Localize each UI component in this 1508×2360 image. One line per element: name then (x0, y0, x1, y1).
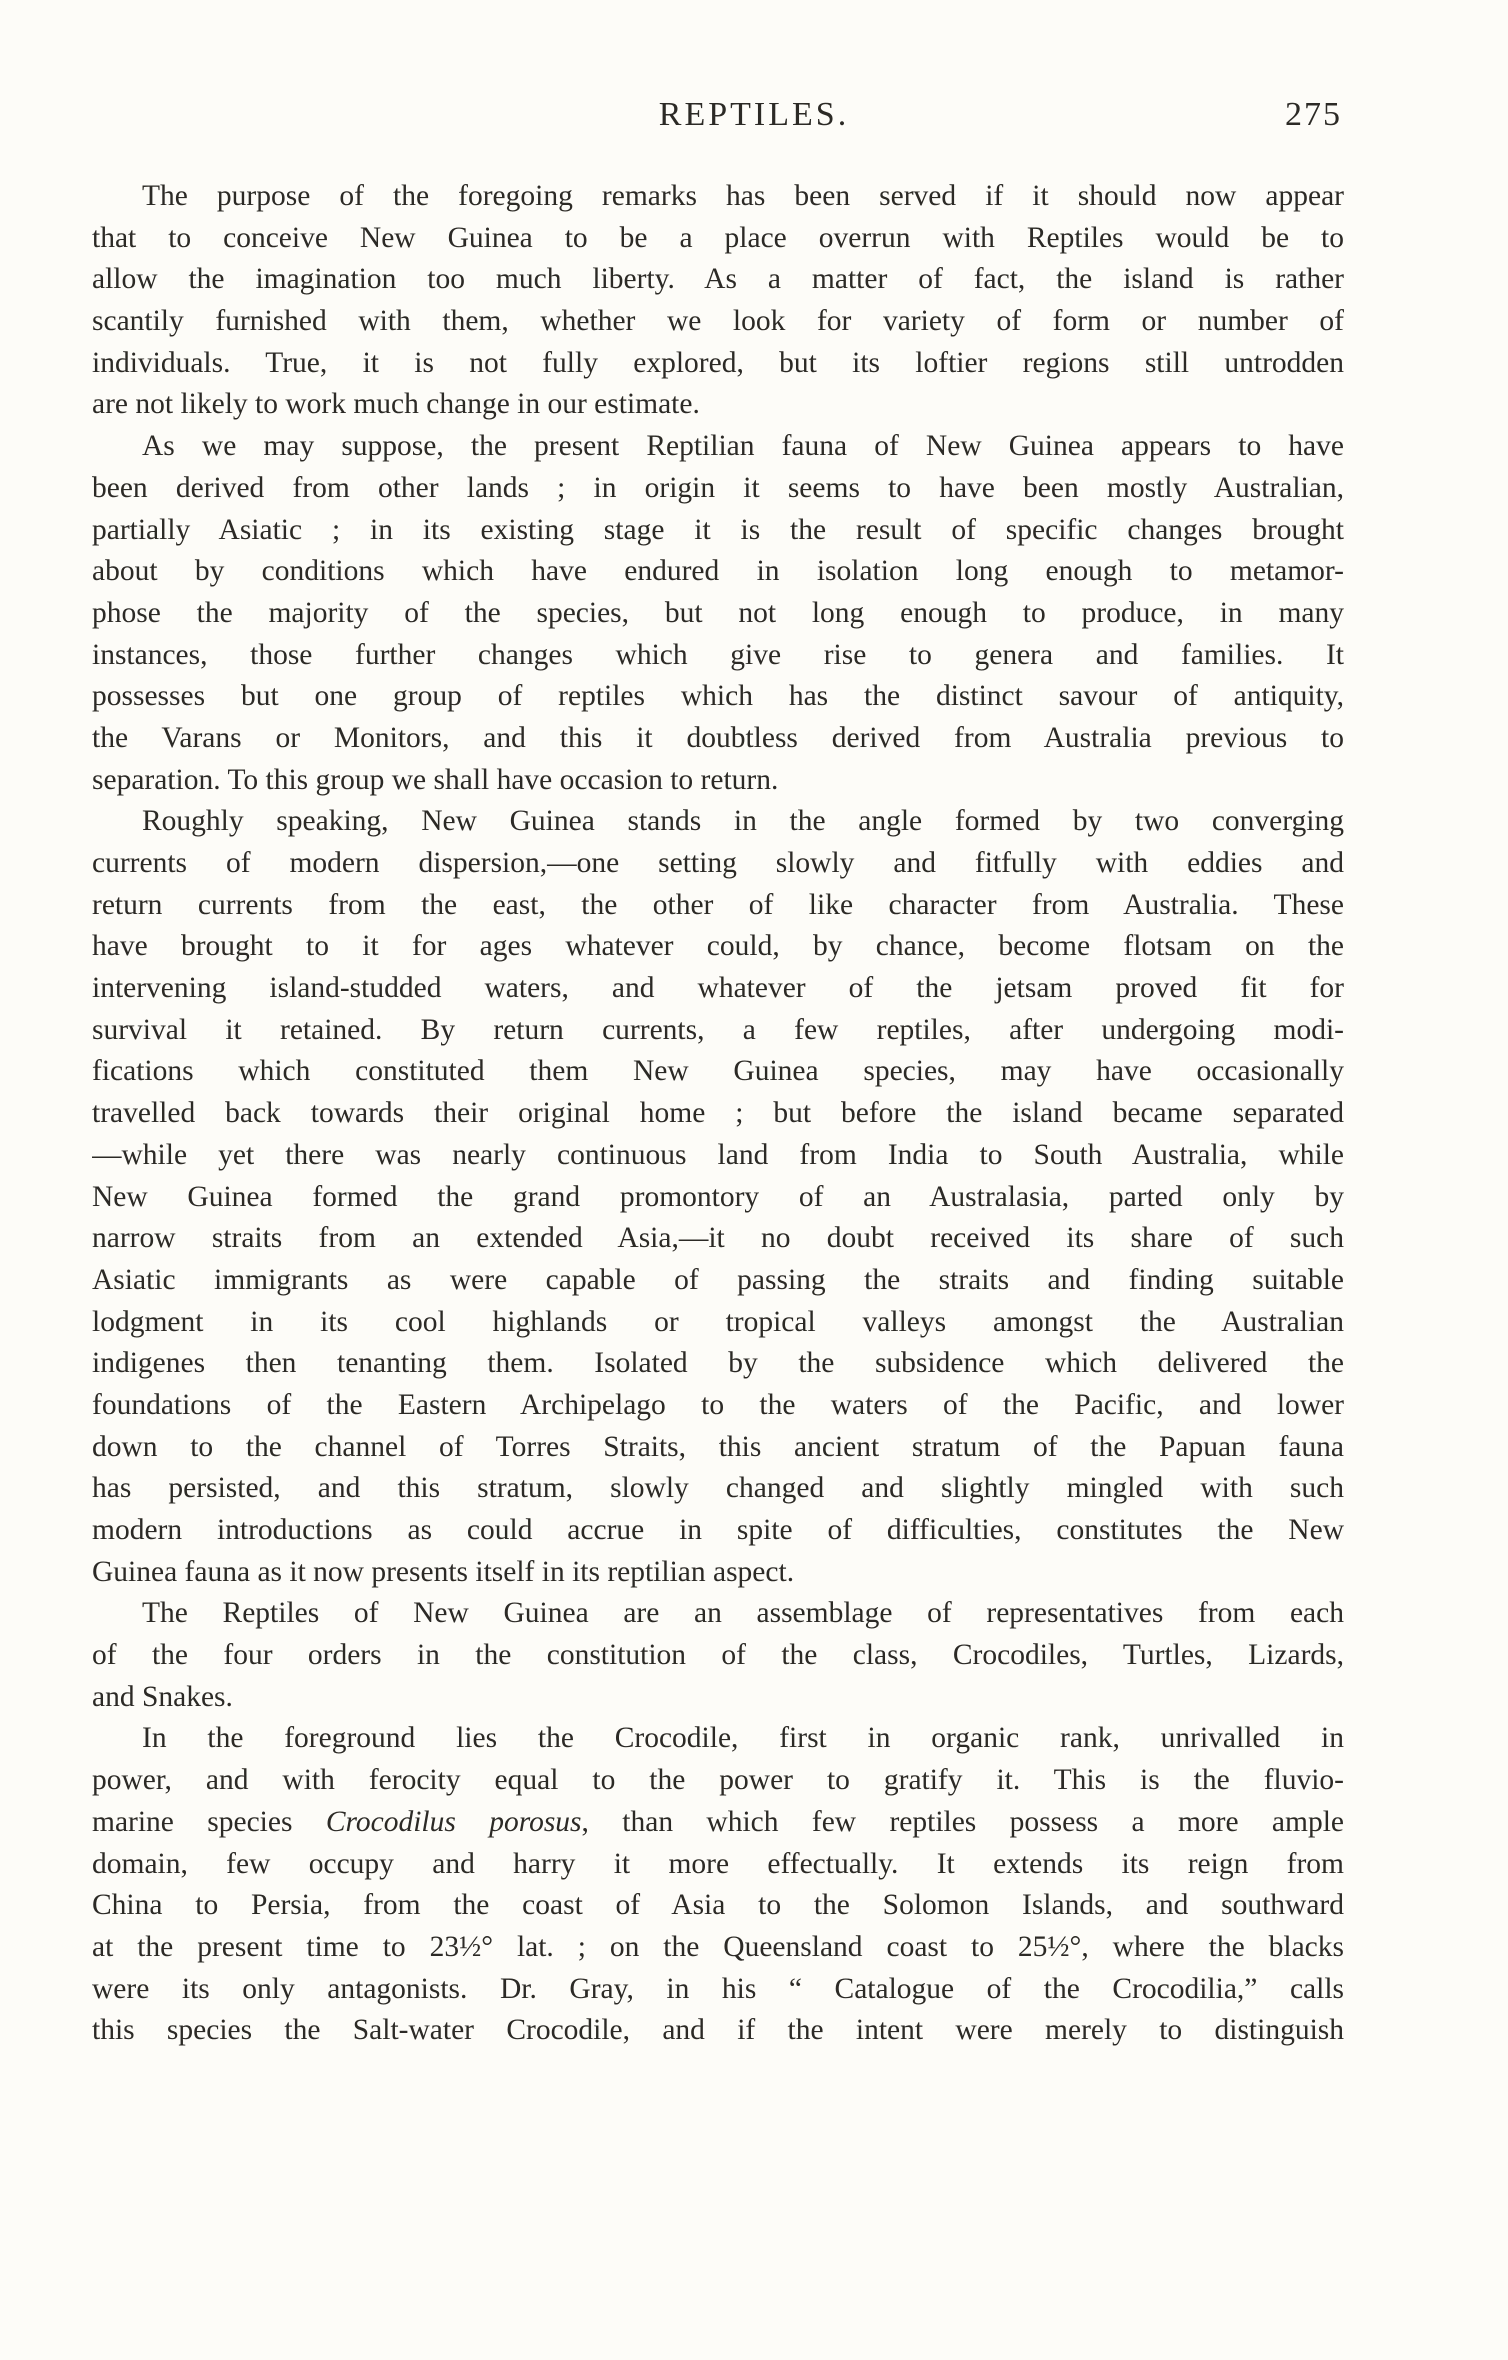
text-line: instances, those further changes which give rise to genera and families. It (92, 638, 1344, 671)
text-line: lodgment in its cool highlands or tropical valleys amongst the Australian (92, 1305, 1344, 1338)
running-title: REPTILES. (658, 96, 850, 133)
text-line: In the foreground lies the Crocodile, first in organic rank, unrivalled in (142, 1722, 1344, 1755)
text-line: been derived from other lands ; in origin it seems to have been mostly Australian, (92, 471, 1344, 504)
text-line: has persisted, and this stratum, slowly changed and slightly mingled with such (92, 1472, 1344, 1505)
text-line: the Varans or Monitors, and this it doubtless derived from Australia previous to (92, 721, 1344, 754)
text-line: are not likely to work much change in our estimate. (92, 388, 700, 421)
text-line: travelled back towards their original home ; but before the island became separated (92, 1097, 1344, 1130)
text-line: —while yet there was nearly continuous land from India to South Australia, while (92, 1138, 1344, 1171)
text-line: The purpose of the foregoing remarks has been served if it should now appear (142, 180, 1344, 212)
text-line: currents of modern dispersion,—one setting slowly and fitfully with eddies and (92, 847, 1344, 879)
text-line: Guinea fauna as it now presents itself in its reptilian aspect. (92, 1555, 795, 1588)
text-line: return currents from the east, the other of like character from Australia. These (92, 888, 1344, 921)
page-number: 275 (1285, 96, 1342, 133)
body-text (92, 176, 1344, 2052)
text-line: indigenes then tenanting them. Isolated by the subsidence which delivered the (92, 1347, 1344, 1380)
text-line: partially Asiatic ; in its existing stage it is the result of specific changes brought (92, 513, 1344, 546)
text-line: and Snakes. (92, 1680, 233, 1713)
text-line: China to Persia, from the coast of Asia to the Solomon Islands, and southward (92, 1889, 1344, 1922)
text-line: allow the imagination too much liberty. As a matter of fact, the island is rather (92, 263, 1344, 296)
text-line: narrow straits from an extended Asia,—it no doubt received its share of such (92, 1222, 1344, 1255)
text-line: Asiatic immigrants as were capable of passing the straits and finding suitable (92, 1263, 1344, 1296)
text-line: New Guinea formed the grand promontory of an Australasia, parted only by (92, 1180, 1344, 1213)
text-line: this species the Salt-water Crocodile, and if the intent were merely to distinguish (92, 2014, 1344, 2047)
text-line: that to conceive New Guinea to be a place overrun with Reptiles would be to (92, 221, 1344, 254)
species-name: Crocodilus porosus (325, 1805, 582, 1838)
text-line: individuals. True, it is not fully explored, but its loftier regions still untrodden (92, 346, 1344, 379)
text-line: modern introductions as could accrue in spite of difficulties, constitutes the New (92, 1514, 1344, 1546)
text-line: intervening island-studded waters, and whatever of the jetsam proved fit for (92, 972, 1344, 1005)
text-line: were its only antagonists. Dr. Gray, in his “ Catalogue of the Crocodilia,” calls (92, 1972, 1344, 2005)
text-line: The Reptiles of New Guinea are an assemblage of representatives from each (142, 1597, 1344, 1630)
text-line: foundations of the Eastern Archipelago to the waters of the Pacific, and lower (92, 1388, 1344, 1421)
text-line: possesses but one group of reptiles which has the distinct savour of antiquity, (92, 680, 1344, 713)
text-line: power, and with ferocity equal to the power to gratify it. This is the fluvio- (92, 1764, 1344, 1797)
text-line: domain, few occupy and harry it more effectually. It extends its reign from (92, 1847, 1344, 1880)
text-line: As we may suppose, the present Reptilian fauna of New Guinea appears to have (142, 430, 1344, 463)
text-line: phose the majority of the species, but not long enough to produce, in many (92, 596, 1344, 629)
text-line: of the four orders in the constitution of the class, Crocodiles, Turtles, Lizards, (92, 1639, 1344, 1672)
text-line: Roughly speaking, New Guinea stands in the angle formed by two converging (142, 805, 1344, 838)
text-line: have brought to it for ages whatever could, by chance, become flotsam on the (92, 930, 1344, 963)
running-head (0, 96, 1508, 140)
text-line: at the present time to 23½° lat. ; on the Queensland coast to 25½°, where the blacks (92, 1930, 1344, 1963)
text-line: about by conditions which have endured in isolation long enough to metamor- (92, 555, 1344, 588)
text-line: separation. To this group we shall have occasion to return. (92, 763, 779, 796)
text-line: marine species Crocodilus porosus, than which few reptiles possess a more ample (92, 1805, 1344, 1838)
text-line: survival it retained. By return currents, a few reptiles, after undergoing modi- (92, 1013, 1344, 1046)
text-line: scantily furnished with them, whether we look for variety of form or number of (92, 305, 1344, 338)
text-line: down to the channel of Torres Straits, this ancient stratum of the Papuan fauna (92, 1430, 1344, 1463)
text-line: fications which constituted them New Guinea species, may have occasionally (92, 1055, 1344, 1088)
